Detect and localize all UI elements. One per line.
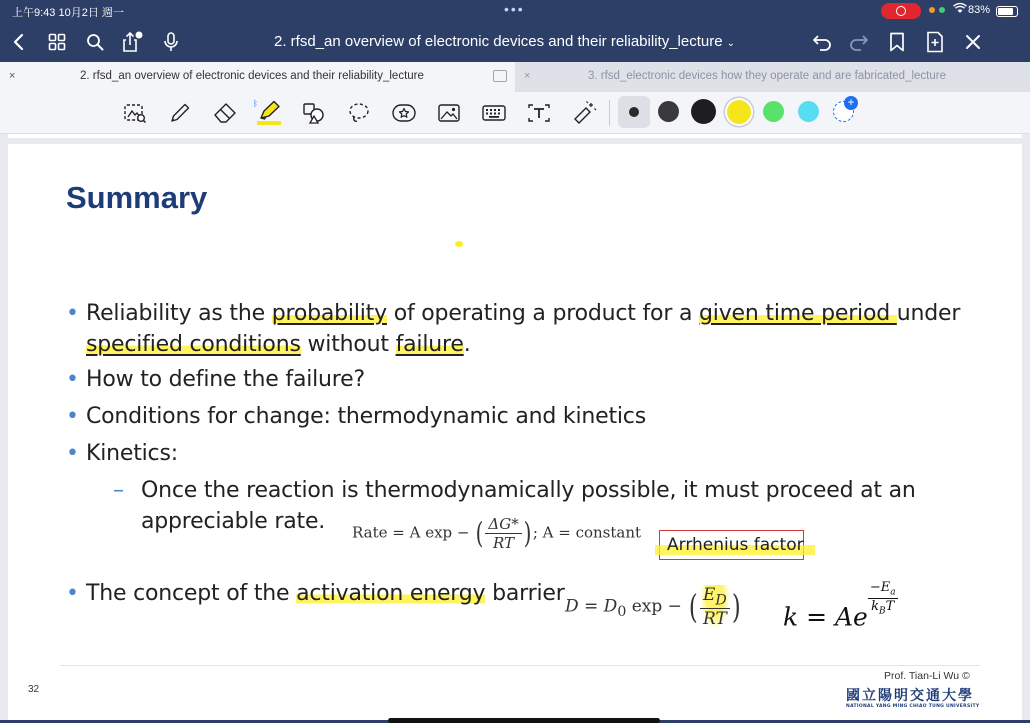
text-run: under: [896, 301, 961, 326]
shapes-tool-icon[interactable]: [300, 99, 328, 127]
text-run: without: [300, 332, 396, 357]
formula-subscript: 0: [617, 604, 627, 621]
formula-denominator: RT: [493, 534, 515, 552]
eraser-tool-icon[interactable]: [211, 99, 239, 127]
tab-close-icon[interactable]: ×: [524, 70, 531, 82]
highlighted-text: given time period: [699, 301, 897, 326]
text-run: Kinetics:: [86, 441, 178, 466]
status-bar: [0, 0, 1030, 22]
highlighted-text: failure: [395, 332, 464, 357]
slide-heading: Summary: [66, 180, 208, 215]
camera-indicator-dot: [939, 7, 945, 13]
highlight-stroke: [455, 241, 463, 247]
plus-icon: +: [844, 96, 858, 110]
bullet-reliability-line2: [86, 332, 470, 357]
sub-bullet-reaction-line2: [141, 509, 325, 534]
formula-text: k: [871, 598, 880, 614]
close-icon[interactable]: [961, 30, 985, 54]
text-run: of operating a product for a: [386, 301, 700, 326]
formula-numerator: ΔG*: [485, 515, 521, 534]
formula-text: −E: [869, 580, 891, 595]
text-tool-icon[interactable]: [525, 99, 553, 127]
arrhenius-equation: [783, 580, 898, 632]
battery-percentage: 83%: [968, 4, 991, 16]
document-tabs: [0, 62, 1030, 92]
bullet-kinetics: • Kinetics:: [66, 441, 178, 466]
svg-text:ᛒ: ᛒ: [253, 99, 258, 108]
keyboard-tool-icon[interactable]: [480, 99, 508, 127]
formula-text: k = Ae: [783, 602, 868, 632]
formula-text: ; A = constant: [532, 523, 642, 542]
text-run: How to define the failure?: [86, 367, 365, 392]
chevron-down-icon: ⌄: [726, 38, 735, 49]
highlighted-text: probability: [271, 301, 387, 326]
author-credit: Prof. Tian-Li Wu ©: [884, 670, 970, 682]
back-icon[interactable]: [6, 30, 30, 54]
annotation-toolbar: [0, 92, 1030, 134]
undo-icon[interactable]: [810, 30, 834, 54]
text-run: Conditions for change: thermodynamic and kinetics: [86, 404, 646, 429]
color-swatch-cyan[interactable]: [798, 101, 819, 122]
mic-indicator-dot: [929, 7, 935, 13]
rate-equation: Rate = A exp − ( $\frac{\Delta G*}{RT}$ ) ; A = constant: [352, 515, 642, 552]
lasso-tool-icon[interactable]: [345, 99, 373, 127]
split-view-icon[interactable]: [493, 70, 507, 82]
page-number: 32: [28, 684, 40, 695]
multitask-dots[interactable]: •••: [504, 1, 525, 17]
laser-pointer-icon[interactable]: [570, 99, 598, 127]
highlighted-text: activation energy: [296, 581, 486, 606]
redo-icon[interactable]: [847, 30, 871, 54]
bookmark-icon[interactable]: [885, 30, 909, 54]
text-run: .: [463, 332, 471, 357]
share-icon[interactable]: [120, 30, 144, 54]
footer-divider: [60, 665, 980, 666]
screen-record-indicator[interactable]: [881, 3, 921, 19]
diffusion-equation: $D = D_0$ exp − ( $\frac{E_D}{RT}$ ): [565, 585, 741, 630]
formula-text: T: [885, 598, 895, 614]
document-title-text: 2. rfsd_an overview of electronic devices and their reliability_lecture: [274, 33, 723, 50]
search-icon[interactable]: [83, 30, 107, 54]
formula-text: D = D: [565, 596, 618, 617]
formula-text: Rate = A exp −: [352, 523, 470, 542]
color-swatch-yellow[interactable]: [727, 100, 751, 124]
toolbar-divider: [609, 100, 610, 126]
formula-subscript: D: [715, 592, 727, 609]
formula-denominator: RT: [702, 609, 727, 630]
university-logo-english: NATIONAL YANG MING CHIAO TUNG UNIVERSITY: [846, 704, 980, 709]
add-color-swatch[interactable]: [833, 95, 855, 122]
home-indicator[interactable]: [388, 718, 660, 723]
lasso-image-icon[interactable]: [121, 99, 149, 127]
pen-size-small-swatch[interactable]: [629, 107, 639, 117]
text-run: appreciable rate.: [141, 509, 326, 534]
text-run: Reliability as the: [86, 301, 272, 326]
status-time: 上午9:43 10月2日 週一: [12, 7, 124, 19]
bullet-reliability-line1: • Reliability as the probability of operating a product for a given time period under: [66, 301, 961, 326]
highlighted-text: specified conditions: [86, 332, 301, 357]
tab-lecture-2[interactable]: [0, 62, 515, 92]
tab-label: 2. rfsd_an overview of electronic devices and their reliability_lecture: [80, 70, 424, 82]
tab-close-icon[interactable]: ×: [9, 70, 16, 82]
color-swatch-green[interactable]: [763, 101, 784, 122]
navigation-bar: [0, 22, 1030, 62]
battery-icon: [996, 6, 1018, 17]
bullet-define-failure: • How to define the failure?: [66, 367, 365, 392]
microphone-icon[interactable]: [159, 30, 183, 54]
thumbnails-grid-icon[interactable]: [45, 30, 69, 54]
arrhenius-label: Arrhenius factor: [667, 535, 804, 555]
text-run: The concept of the: [86, 581, 297, 606]
slide-page[interactable]: [8, 144, 1022, 720]
tab-label: 3. rfsd_electronic devices how they operate and are fabricated_lecture: [588, 70, 946, 82]
arrhenius-factor-box: [659, 530, 804, 560]
document-page-area[interactable]: [0, 134, 1030, 720]
pen-tool-icon[interactable]: [166, 99, 194, 127]
tab-lecture-3[interactable]: [515, 62, 1030, 92]
formula-numerator: E: [702, 585, 716, 605]
formula-text: exp −: [626, 596, 682, 617]
formula-subscript: a: [890, 587, 896, 598]
text-run: barrier: [485, 581, 565, 606]
sticker-tool-icon[interactable]: [390, 99, 418, 127]
wifi-icon: [953, 3, 967, 17]
previous-page-edge: [8, 134, 1022, 138]
university-logo-chinese: 國立陽明交通大學: [846, 688, 974, 704]
formula-subscript: B: [879, 606, 886, 617]
sub-bullet-reaction-line1: – Once the reaction is thermodynamically possible, it must proceed at an: [113, 478, 916, 503]
bullet-conditions: • Conditions for change: thermodynamic and kinetics: [66, 404, 646, 429]
image-tool-icon[interactable]: [435, 99, 463, 127]
text-run: Once the reaction is thermodynamically possible, it must proceed at an: [141, 478, 916, 503]
document-title[interactable]: [274, 33, 735, 50]
formula-exponent: [868, 580, 898, 616]
bullet-activation-energy: • The concept of the activation energy barrier: [66, 581, 565, 606]
color-swatch-dark-gray[interactable]: [658, 101, 679, 122]
highlighter-tool-icon[interactable]: [255, 99, 283, 127]
color-swatch-black[interactable]: [691, 99, 716, 124]
add-page-icon[interactable]: [923, 30, 947, 54]
